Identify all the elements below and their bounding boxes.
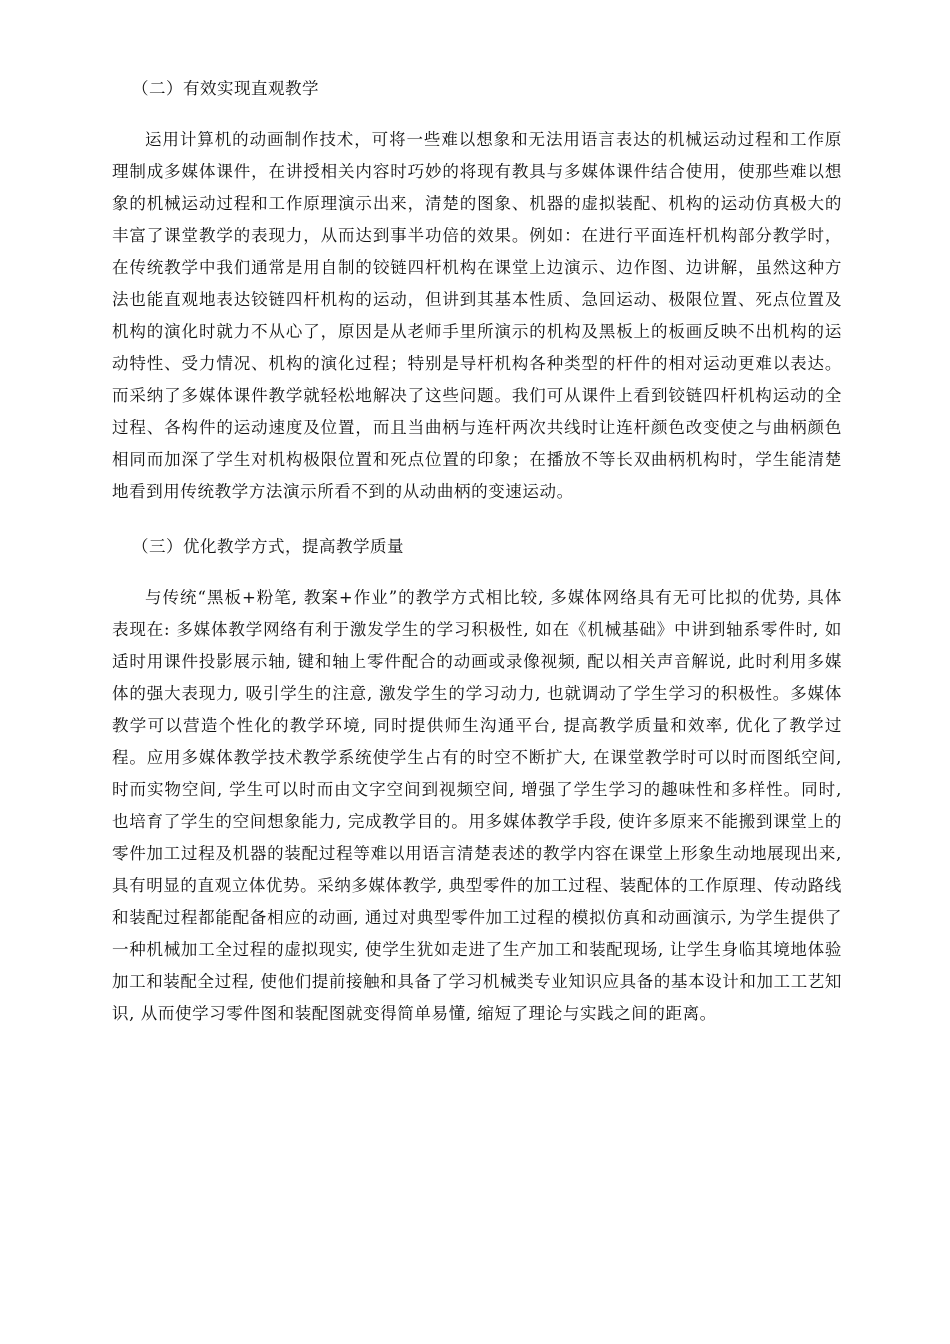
section-paragraph-2: 运用计算机的动画制作技术，可将一些难以想象和无法用语言表达的机械运动过程和工作原理制成多媒体课件，在讲授相关内容时巧妙的将现有教具与多媒体课件结合使用，使那些难以想象的机械运动过程和工作原理演示出来，清楚的图象、机器的虚拟装配、机构的运动仿真极大的丰富了课堂教学的表现力，从而达到事半功倍的效果。例如：在进行平面连杆机构部分教学时，在传统教学中我们通常是用自制的铰链四杆机构在课堂上边演示、边作图、边讲解，虽然这种方法也能直观地表达铰链四杆机构的运动，但讲到其基本性质、急回运动、极限位置、死点位置及机构的演化时就力不从心了，原因是从老师手里所演示的机构及黑板上的板画反映不出机构的运动特性、受力情况、机构的演化过程；特别是导杆机构各种类型的杆件的相对运动更难以表达。而采纳了多媒体课件教学就轻松地解决了这些问题。我们可从课件上看到铰链四杆机构运动的全过程、各构件的运动速度及位置，而且当曲柄与连杆两次共线时让连杆颜色改变使之与曲柄颜色相同而加深了学生对机构极限位置和死点位置的印象；在播放不等长双曲柄机构时，学生能清楚地看到用传统教学方法演示所看不到的从动曲柄的变速运动。 — [112, 130, 842, 501]
section-paragraph-3: 与传统“黑板+粉笔, 教案+作业”的教学方式相比较, 多媒体网络具有无可比拟的优势, 具体表现在: 多媒体教学网络有利于激发学生的学习积极性, 如在《机械基础》中讲到轴系零件时, 如适时用课件投影展示轴, 键和轴上零件配合的动画或录像视频, 配以相关声音解说, 此时利用多媒体的强大表现力, 吸引学生的注意, 激发学生的学习动力, 也就调动了学生学习的积极性。多媒体教学可以营造个性化的教学环境, 同时提供师生沟通平台, 提高教学质量和效率, 优化了教学过程。应用多媒体教学技术教学系统使学生占有的时空不断扩大, 在课堂教学时可以时而图纸空间, 时而实物空间, 学生可以时而由文字空间到视频空间, 增强了学生学习的趣味性和多样性。同时, 也培育了学生的空间想象能力, 完成教学目的。用多媒体教学手段, 使许多原来不能搬到课堂上的零件加工过程及机器的装配过程等难以用语言清楚表述的教学内容在课堂上形象生动地展现出来, 具有明显的直观立体优势。采纳多媒体教学, 典型零件的加工过程、装配体的工作原理、传动路线和装配过程都能配备相应的动画, 通过对典型零件加工过程的模拟仿真和动画演示, 为学生提供了一种机械加工全过程的虚拟现实, 使学生犹如走进了生产加工和装配现场, 让学生身临其境地体验加工和装配全过程, 使他们提前接触和具备了学习机械类专业知识应具备的基本设计和加工工艺知识, 从而使学习零件图和装配图就变得简单易懂, 缩短了理论与实践之间的距离。 — [112, 588, 842, 1023]
section-heading-2: （二）有效实现直观教学 — [132, 79, 319, 98]
section-heading-3: （三）优化教学方式，提高教学质量 — [132, 537, 404, 556]
